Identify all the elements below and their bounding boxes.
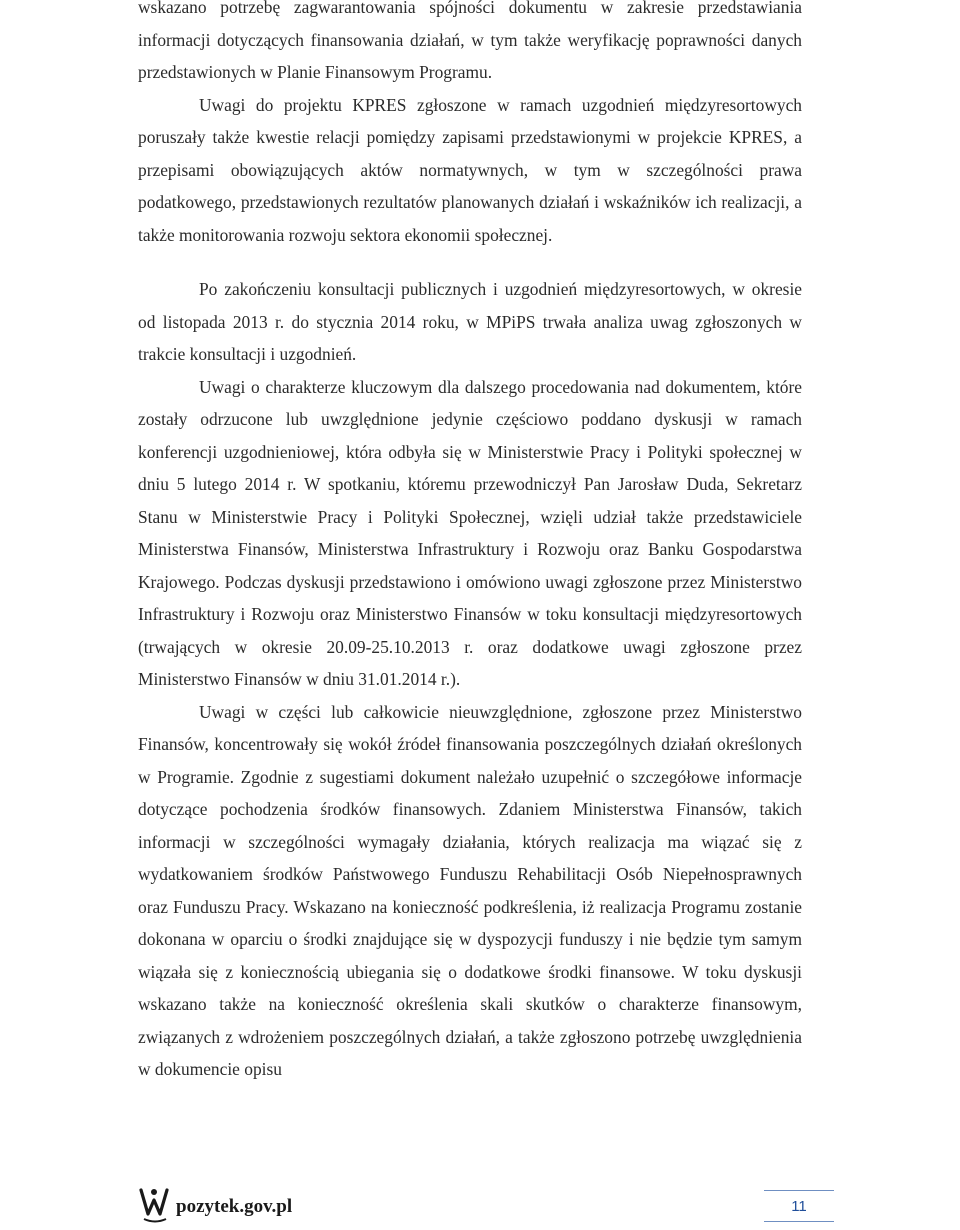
document-page (138, 0, 802, 1086)
paragraph-5: Uwagi w części lub całkowicie nieuwzględnione, zgłoszone przez Ministerstwo Finansów, koncentrowały się wokół źródeł finansowania poszczególnych działań określonych w Programie. Zgodnie z sugestiami dokument należało uzupełnić o szczegółowe informacje dotyczące pochodzenia środków finansowych. Zdaniem Ministerstwa Finansów, takich informacji w szczególności wymagały działania, których realizacja ma wiązać się z wydatkowaniem środków Państwowego Funduszu Rehabilitacji Osób Niepełnosprawnych oraz Funduszu Pracy. Wskazano na konieczność podkreślenia, iż realizacja Programu zostanie dokonana w oparciu o środki znajdujące się w dyspozycji funduszy i nie będzie tym samym wiązała się z koniecznością ubiegania się o dodatkowe środki finansowe. W toku dyskusji wskazano także na konieczność określenia skali skutków o charakterze finansowym, związanych z wdrożeniem poszczególnych działań, a także zgłoszono potrzebę uwzględnienia w dokumencie opisu (138, 701, 802, 1079)
paragraph-4: Uwagi o charakterze kluczowym dla dalszego procedowania nad dokumentem, które zostały odrzucone lub uwzględnione jedynie częściowo poddano dyskusji w ramach konferencji uzgodnieniowej, która odbyła się w Ministerstwie Pracy i Polityki społecznej w dniu 5 lutego 2014 r. W spotkaniu, któremu przewodniczył Pan Jarosław Duda, Sekretarz Stanu w Ministerstwie Pracy i Polityki Społecznej, wzięli udział także przedstawiciele Ministerstwa Finansów, Ministerstwa Infrastruktury i Rozwoju oraz Banku Gospodarstwa Krajowego. Podczas dyskusji przedstawiono i omówiono uwagi zgłoszone przez Ministerstwo Infrastruktury i Rozwoju oraz Ministerstwo Finansów w toku konsultacji międzyresortowych (trwających w okresie 20.09-25.10.2013 r. oraz dodatkowe uwagi zgłoszone przez Ministerstwo Finansów w dniu 31.01.2014 r.). (138, 376, 802, 689)
page-footer (138, 1188, 834, 1226)
paragraph-1: wskazano potrzebę zagwarantowania spójności dokumentu w zakresie przedstawiania informacji dotyczących finansowania działań, w tym także weryfikację poprawności danych przedstawionych w Planie Finansowym Programu. (138, 0, 802, 82)
paragraph-3: Po zakończeniu konsultacji publicznych i uzgodnień międzyresortowych, w okresie od listopada 2013 r. do stycznia 2014 roku, w MPiPS trwała analiza uwag zgłoszonych w trakcie konsultacji i uzgodnień. (138, 279, 802, 364)
paragraph-2: Uwagi do projektu KPRES zgłoszone w ramach uzgodnień międzyresortowych poruszały także kwestie relacji pomiędzy zapisami przedstawionymi w projekcie KPRES, a przepisami obowiązujących aktów normatywnych, w tym w szczególności prawa podatkowego, przedstawionych rezultatów planowanych działań i wskaźników ich realizacji, a także monitorowania rozwoju sektora ekonomii społecznej. (138, 94, 802, 245)
footer-logo-text: pozytek.gov.pl (176, 1196, 293, 1217)
stylized-figure-logo-icon (138, 1186, 172, 1229)
page-number: 11 (764, 1190, 834, 1222)
footer-logo (138, 1188, 292, 1226)
